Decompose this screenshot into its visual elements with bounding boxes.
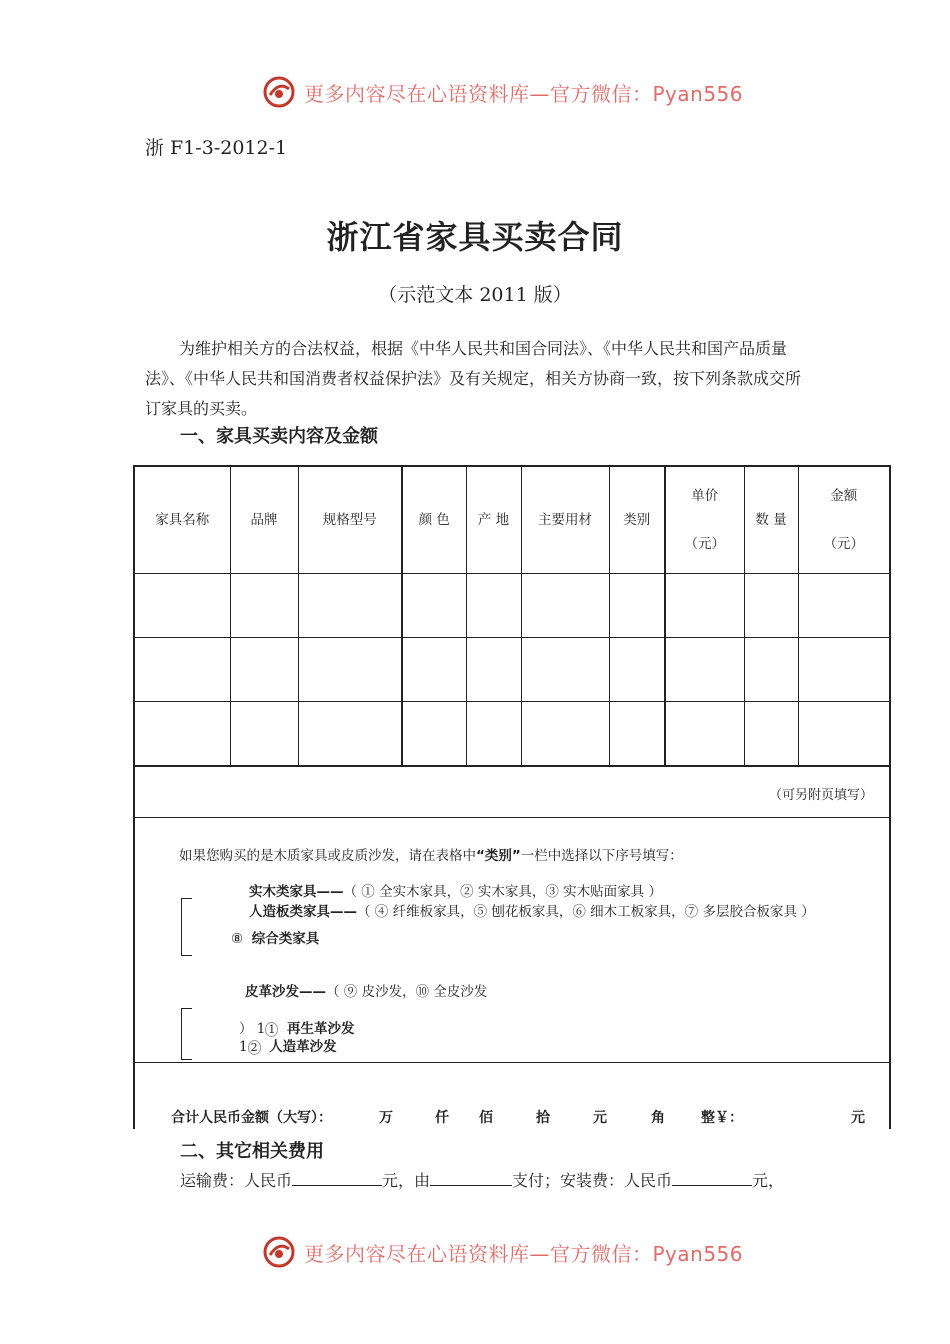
unit-jiao: 角 [651, 1110, 665, 1126]
furniture-form [133, 465, 891, 1129]
col-name: 家具名称 [135, 467, 230, 574]
category-leather-sofa: 皮革沙发——（ ⑨ 皮沙发，⑩ 全皮沙发 [245, 984, 488, 1000]
col-model: 规格型号 [298, 467, 402, 574]
watermark-bottom [262, 1234, 743, 1270]
table-row [135, 574, 889, 638]
table-row [135, 638, 889, 702]
total-amount-row [135, 1063, 889, 1133]
table-header-row [135, 467, 889, 574]
col-origin: 产 地 [466, 467, 521, 574]
attachment-note: （可另附页填写） [768, 788, 873, 803]
col-category: 类别 [609, 467, 665, 574]
unit-wan: 万 [379, 1110, 393, 1126]
section-1-heading: 一、家具买卖内容及金额 [180, 426, 378, 447]
document-code: 浙 F1-3-2012-1 [145, 137, 288, 159]
category-intro: 如果您购买的是木质家具或皮质沙发，请在表格中“类别”一栏中选择以下序号填写： [179, 848, 683, 864]
furniture-table [135, 467, 889, 767]
document-title: 浙江省家具买卖合同 [326, 218, 624, 256]
document-subtitle: （示范文本 2011 版） [378, 284, 572, 306]
unit-bai: 佰 [479, 1110, 493, 1126]
col-material: 主要用材 [521, 467, 609, 574]
section-2-heading: 二、其它相关费用 [180, 1141, 324, 1162]
watermark-text: 更多内容尽在心语资料库—官方微信：Pyan556 [304, 81, 744, 106]
category-solid-wood: 实木类家具——（ ① 全实木家具，② 实木家具，③ 实木贴面家具 ） [249, 884, 662, 900]
watermark-text: 更多内容尽在心语资料库—官方微信：Pyan556 [304, 1241, 744, 1266]
category-composite: ⑧ 综合类家具 [231, 931, 320, 947]
unit-qian: 仟 [435, 1110, 449, 1126]
unit-zheng: 整￥： [701, 1110, 743, 1126]
unit-yuan: 元 [593, 1110, 607, 1126]
col-unit-price: 单价 （元） [665, 467, 744, 574]
brace-leather [181, 1008, 192, 1060]
fees-line: 运输费：人民币 元，由 支付；安装费：人民币 元， [180, 1171, 785, 1190]
watermark-top [262, 74, 743, 110]
brace-wood [181, 898, 192, 956]
category-artificial-board: 人造板类家具——（ ④ 纤维板家具，⑤ 刨花板家具，⑥ 细木工板家具，⑦ 多层胶合板家具 ） [249, 904, 815, 920]
total-label: 合计人民币金额（大写）： [171, 1110, 332, 1126]
watermark-logo-icon [262, 1235, 296, 1269]
attachment-note-row [135, 767, 889, 818]
col-brand: 品牌 [230, 467, 298, 574]
watermark-logo-icon [262, 75, 296, 109]
category-artificial-leather: 1 2 人造革沙发 [239, 1039, 337, 1055]
category-guide [135, 818, 889, 1063]
payer-blank[interactable] [430, 1171, 512, 1186]
col-quantity: 数 量 [744, 467, 798, 574]
intro-paragraph: 为维护相关方的合法权益，根据《中华人民共和国合同法》、《中华人民共和国产品质量法》、《中华人民共和国消费者权益保护法》及有关规定，相关方协商一致，按下列条款成交所订家具的买卖。 [145, 339, 802, 418]
category-recycled-leather: ） 1 1 再生革沙发 [239, 1021, 355, 1037]
unit-shi: 拾 [536, 1110, 550, 1126]
transport-fee-blank[interactable] [292, 1171, 382, 1186]
install-fee-blank[interactable] [672, 1171, 752, 1186]
col-amount: 金额 （元） [798, 467, 889, 574]
unit-yuan-end: 元 [851, 1110, 865, 1126]
col-color: 颜 色 [402, 467, 466, 574]
table-row [135, 702, 889, 767]
